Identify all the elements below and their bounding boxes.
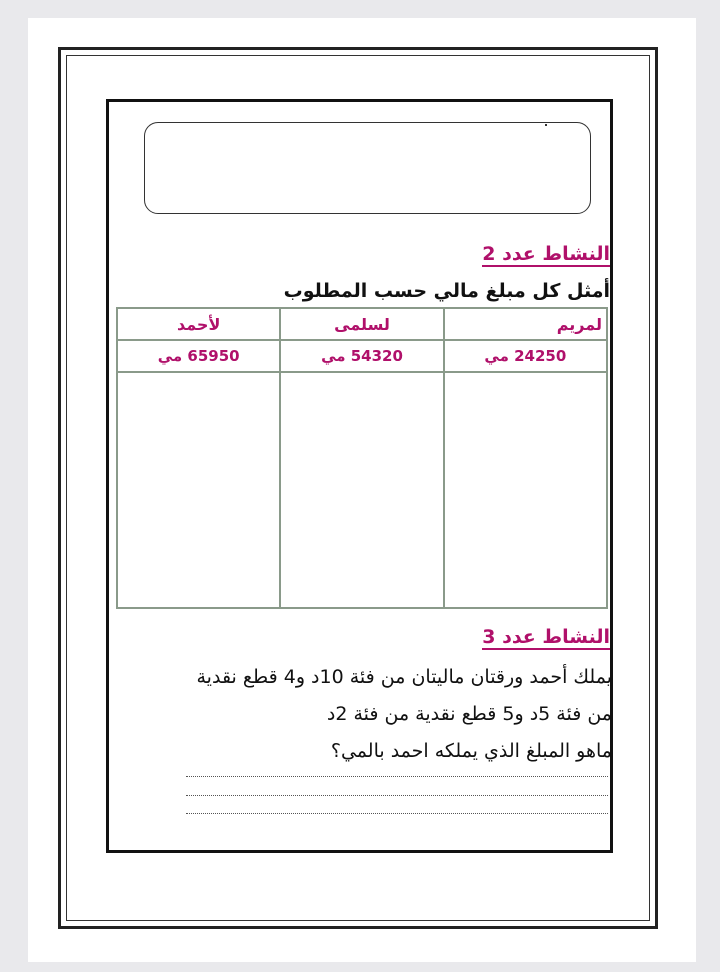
problem-line-2: من فئة 5د و5 قطع نقدية من فئة 2د [326, 703, 612, 725]
table-drawing-row [117, 372, 607, 608]
stray-dot [545, 124, 547, 126]
header-salma: لسلمى [280, 308, 443, 340]
drawing-cell-ahmed[interactable] [117, 372, 280, 608]
amount-salma: 54320 مي [280, 340, 443, 372]
header-ahmed: لأحمد [117, 308, 280, 340]
drawing-cell-salma[interactable] [280, 372, 443, 608]
blank-answer-box[interactable] [144, 122, 591, 214]
activity-2-instruction: أمثل كل مبلغ مالي حسب المطلوب [283, 280, 610, 302]
amount-mariam: 24250 مي [444, 340, 607, 372]
problem-line-3: ماهو المبلغ الذي يملكه احمد بالمي؟ [330, 740, 612, 762]
header-mariam: لمريم [444, 308, 607, 340]
table-header-row [117, 308, 607, 340]
table-amount-row [117, 340, 607, 372]
answer-line-1[interactable] [186, 776, 608, 777]
problem-line-1: يملك أحمد ورقتان ماليتان من فئة 10د و4 قطع نقدية [196, 666, 612, 688]
answer-line-2[interactable] [186, 795, 608, 796]
activity-2-title: النشاط عدد 2 [482, 243, 610, 265]
money-table [116, 307, 608, 609]
amount-ahmed: 65950 مي [117, 340, 280, 372]
drawing-cell-mariam[interactable] [444, 372, 607, 608]
answer-line-3[interactable] [186, 813, 608, 814]
activity-3-title: النشاط عدد 3 [482, 626, 610, 648]
